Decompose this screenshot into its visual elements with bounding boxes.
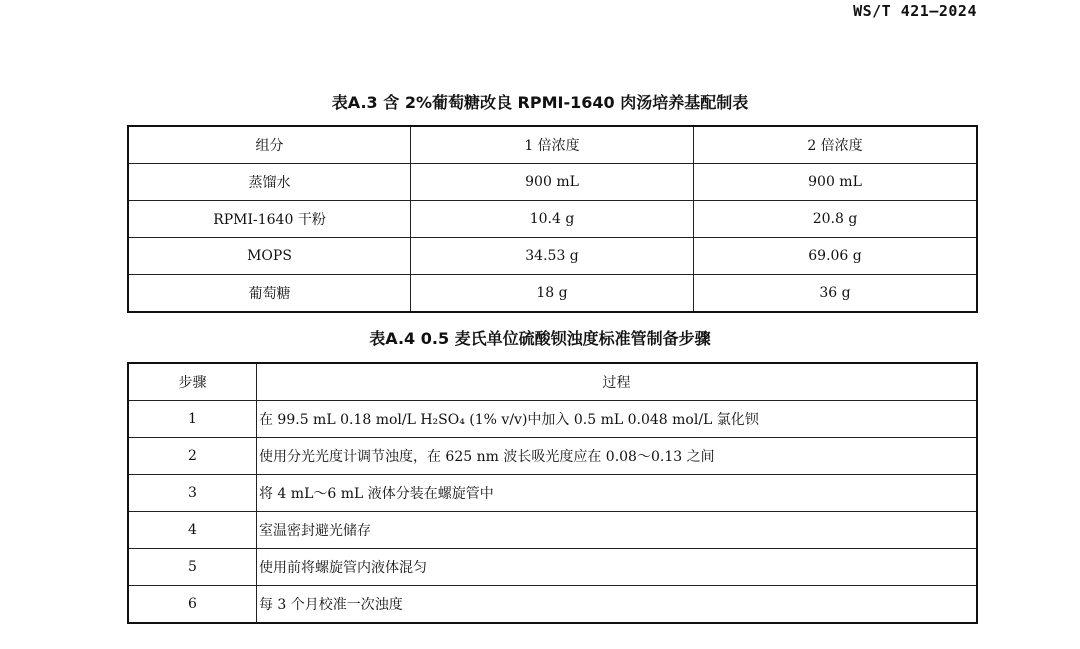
step-process: 每 3 个月校准一次浊度 bbox=[256, 586, 977, 624]
column-header: 组分 bbox=[128, 126, 411, 164]
table-row bbox=[128, 586, 977, 624]
step-number: 2 bbox=[128, 438, 256, 475]
step-number: 3 bbox=[128, 475, 256, 512]
step-number: 1 bbox=[128, 401, 256, 438]
table-cell: 34.53 g bbox=[411, 238, 694, 275]
step-number: 5 bbox=[128, 549, 256, 586]
column-header: 1 倍浓度 bbox=[411, 126, 694, 164]
table-cell: 69.06 g bbox=[694, 238, 978, 275]
table-cell: 36 g bbox=[694, 275, 978, 313]
table-a4-title: 表A.4 0.5 麦氏单位硫酸钡浊度标准管制备步骤 bbox=[369, 329, 711, 348]
table-a3-title: 表A.3 含 2%葡萄糖改良 RPMI-1640 肉汤培养基配制表 bbox=[331, 93, 749, 112]
table-row bbox=[128, 275, 977, 313]
table-header-row bbox=[128, 363, 977, 401]
table-row bbox=[128, 512, 977, 549]
step-number: 6 bbox=[128, 586, 256, 624]
table-row bbox=[128, 401, 977, 438]
table-row bbox=[128, 438, 977, 475]
table-cell: 18 g bbox=[411, 275, 694, 313]
step-number: 4 bbox=[128, 512, 256, 549]
column-header: 2 倍浓度 bbox=[694, 126, 978, 164]
table-cell: 900 mL bbox=[694, 164, 978, 201]
step-process: 使用前将螺旋管内液体混匀 bbox=[256, 549, 977, 586]
step-process: 在 99.5 mL 0.18 mol/L H₂SO₄ (1% v/v)中加入 0.5 mL 0.048 mol/L 氯化钡 bbox=[256, 401, 977, 438]
table-row bbox=[128, 549, 977, 586]
table-cell: 10.4 g bbox=[411, 201, 694, 238]
column-header: 过程 bbox=[256, 363, 977, 401]
table-cell: 20.8 g bbox=[694, 201, 978, 238]
table-row bbox=[128, 475, 977, 512]
table-a3 bbox=[127, 125, 978, 313]
step-process: 室温密封避光储存 bbox=[256, 512, 977, 549]
table-row bbox=[128, 201, 977, 238]
table-cell: RPMI-1640 干粉 bbox=[128, 201, 411, 238]
table-row bbox=[128, 164, 977, 201]
table-cell: 葡萄糖 bbox=[128, 275, 411, 313]
column-header: 步骤 bbox=[128, 363, 256, 401]
step-process: 将 4 mL～6 mL 液体分装在螺旋管中 bbox=[256, 475, 977, 512]
table-cell: MOPS bbox=[128, 238, 411, 275]
step-process: 使用分光光度计调节浊度，在 625 nm 波长吸光度应在 0.08～0.13 之间 bbox=[256, 438, 977, 475]
table-row bbox=[128, 238, 977, 275]
table-a4 bbox=[127, 362, 978, 624]
table-cell: 900 mL bbox=[411, 164, 694, 201]
table-cell: 蒸馏水 bbox=[128, 164, 411, 201]
standard-code: WS/T 421—2024 bbox=[853, 2, 977, 20]
table-header-row bbox=[128, 126, 977, 164]
